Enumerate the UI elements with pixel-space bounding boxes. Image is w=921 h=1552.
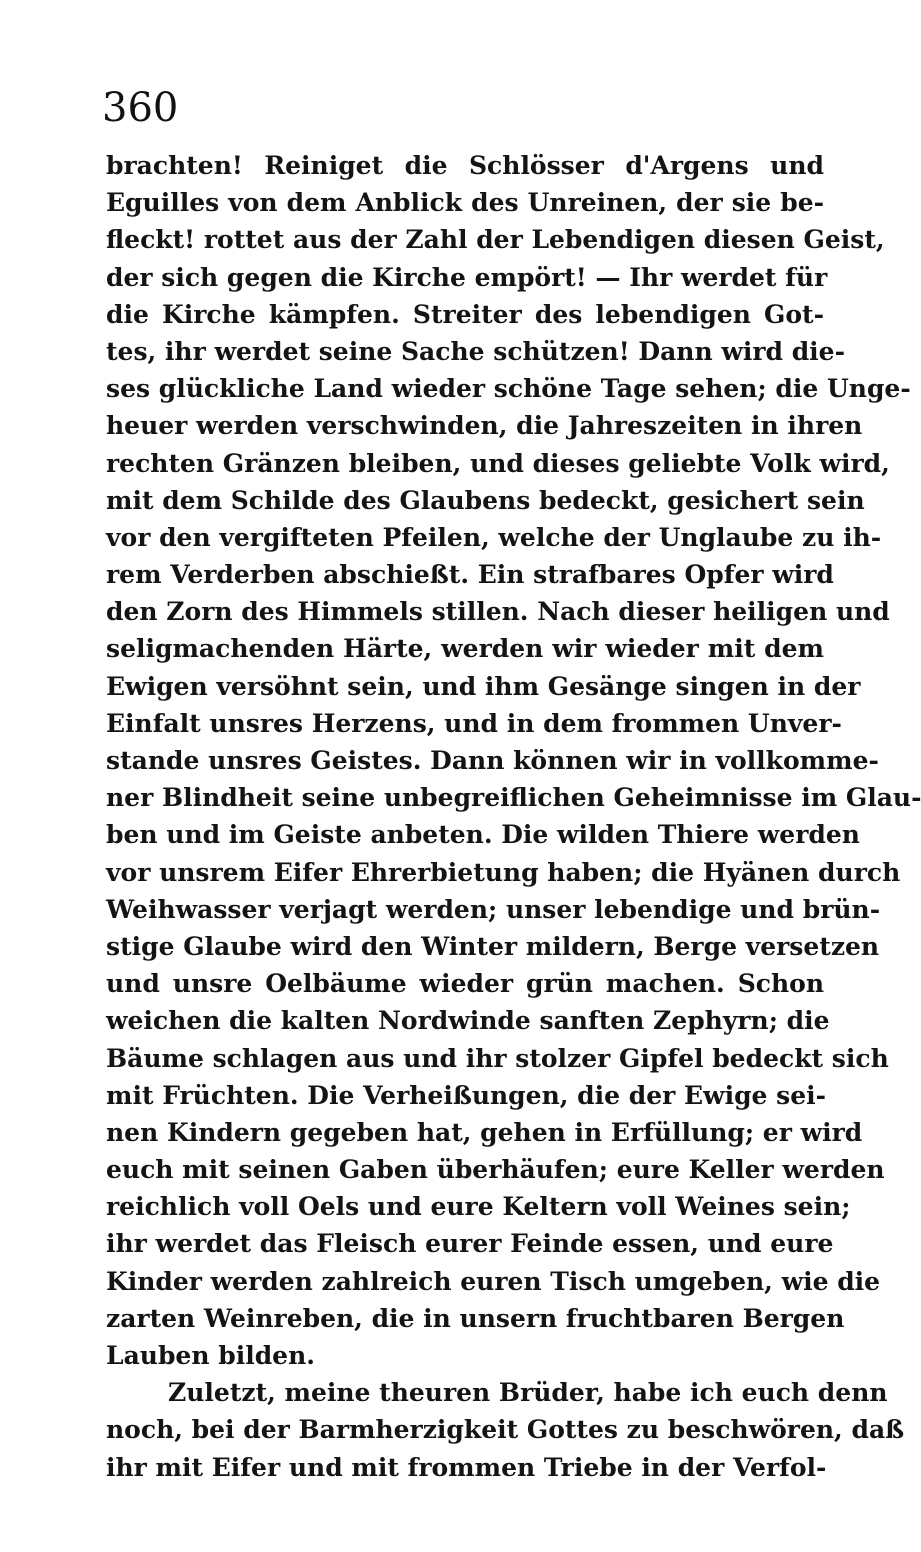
text-line: heuer werden verschwinden, die Jahreszeiten in ihren — [106, 411, 863, 441]
text-line: stande unsres Geistes. Dann können wir in vollkomme- — [106, 746, 879, 775]
text-line: die Kirche kämpfen. Streiter des lebendigen Got- — [106, 299, 824, 329]
text-line: Ewigen versöhnt sein, und ihm Gesänge singen in der — [106, 671, 861, 701]
text-line: weichen die kalten Nordwinde sanften Zephyrn; die — [106, 1006, 830, 1036]
text-line: und unsre Oelbäume wieder grün machen. Schon — [106, 969, 824, 999]
text-line: fleckt! rottet aus der Zahl der Lebendigen diesen Geist, — [106, 225, 885, 255]
text-line: nen Kindern gegeben hat, gehen in Erfüllung; er wird — [106, 1117, 863, 1147]
text-line: ihr werdet das Fleisch eurer Feinde essen, und eure — [106, 1229, 834, 1259]
text-line: Einfalt unsres Herzens, und in dem frommen Unver- — [106, 708, 842, 738]
body-text — [106, 147, 921, 1486]
text-line: seligmachenden Härte, werden wir wieder mit dem — [106, 634, 824, 664]
text-line: mit dem Schilde des Glaubens bedeckt, gesichert sein — [106, 485, 865, 515]
text-line: Weihwasser verjagt werden; unser lebendige und brün- — [106, 894, 881, 924]
text-line: noch, bei der Barmherzigkeit Gottes zu beschwören, daß — [106, 1415, 905, 1445]
text-line: Eguilles von dem Anblick des Unreinen, der sie be- — [106, 188, 824, 218]
page-number: 360 — [102, 85, 179, 131]
text-line: brachten! Reiniget die Schlösser d'Argens und — [106, 151, 824, 180]
text-line: mit Früchten. Die Verheißungen, die der Ewige sei- — [106, 1080, 827, 1110]
text-line: vor unsrem Eifer Ehrerbietung haben; die Hyänen durch — [106, 857, 901, 887]
text-line: ihr mit Eifer und mit frommen Triebe in der Verfol- — [106, 1452, 827, 1482]
text-line: tes, ihr werdet seine Sache schützen! Dann wird die- — [106, 336, 845, 366]
text-line: rem Verderben abschießt. Ein strafbares Opfer wird — [106, 560, 834, 590]
text-line: ben und im Geiste anbeten. Die wilden Thiere werden — [106, 820, 860, 850]
text-line: reichlich voll Oels und eure Keltern voll Weines sein; — [106, 1192, 851, 1222]
text-line: Kinder werden zahlreich euren Tisch umgeben, wie die — [106, 1266, 881, 1296]
text-line: zarten Weinreben, die in unsern fruchtbaren Bergen — [106, 1303, 845, 1333]
text-line: stige Glaube wird den Winter mildern, Berge versetzen — [106, 931, 880, 961]
text-line: Bäume schlagen aus und ihr stolzer Gipfel bedeckt sich — [106, 1043, 889, 1073]
text-line: euch mit seinen Gaben überhäufen; eure Keller werden — [106, 1155, 885, 1185]
paragraph-start-line: Zuletzt, meine theuren Brüder, habe ich euch denn — [168, 1378, 888, 1408]
text-line: ses glückliche Land wieder schöne Tage sehen; die Unge- — [106, 374, 911, 404]
text-line: rechten Gränzen bleiben, und dieses geliebte Volk wird, — [106, 448, 890, 478]
text-line: den Zorn des Himmels stillen. Nach dieser heiligen und — [106, 597, 890, 627]
text-line: vor den vergifteten Pfeilen, welche der Unglaube zu ih- — [106, 522, 882, 552]
text-line: der sich gegen die Kirche empört! — Ihr werdet für — [106, 262, 828, 292]
text-line: ner Blindheit seine unbegreiflichen Geheimnisse im Glau- — [106, 783, 921, 813]
paragraph-end-line: Lauben bilden. — [106, 1341, 315, 1370]
